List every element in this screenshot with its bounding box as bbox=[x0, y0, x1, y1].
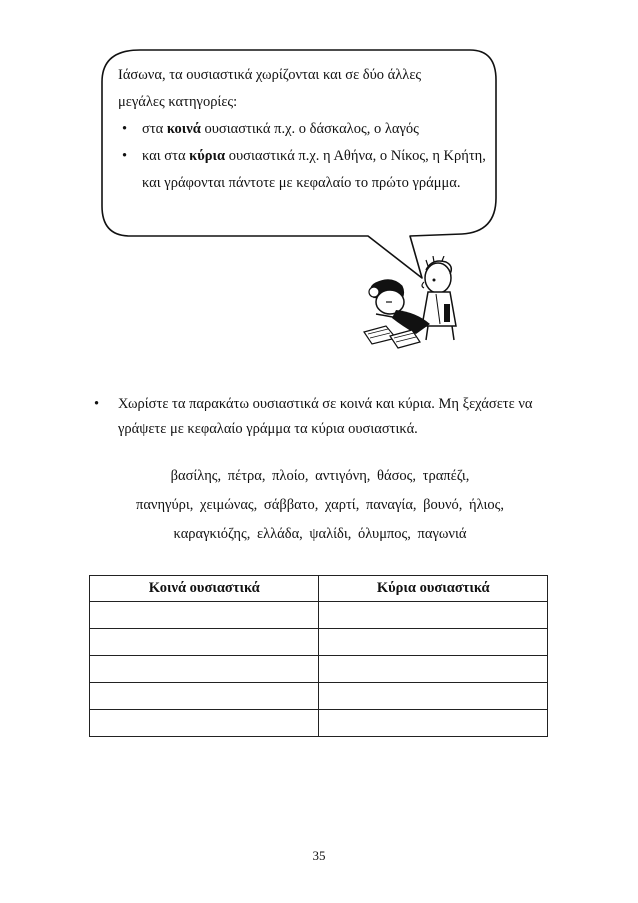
cartoon-children-reading-icon bbox=[356, 256, 478, 356]
proper-noun-cell[interactable] bbox=[319, 602, 548, 629]
word-list-line: βασίλης, πέτρα, πλοίο, αντιγόνη, θάσος, τραπέζι, bbox=[170, 468, 470, 484]
common-noun-cell[interactable] bbox=[90, 629, 319, 656]
speech-bubble-text bbox=[118, 62, 498, 197]
common-nouns-header: Κοινά ουσιαστικά bbox=[90, 576, 319, 602]
exercise-instruction bbox=[94, 392, 564, 442]
page-number: 35 bbox=[312, 848, 326, 863]
proper-nouns-header: Κύρια ουσιαστικά bbox=[319, 576, 548, 602]
table-row bbox=[90, 629, 548, 656]
common-noun-cell[interactable] bbox=[90, 656, 319, 683]
word-list-line: πανηγύρι, χειμώνας, σάββατο, χαρτί, παναγία, βουνό, ήλιος, bbox=[136, 497, 504, 513]
table-row bbox=[90, 683, 548, 710]
table-row bbox=[90, 656, 548, 683]
bubble-intro-line1: Ιάσωνα, τα ουσιαστικά χωρίζονται και σε δύο άλλες bbox=[118, 67, 422, 83]
table-row bbox=[90, 710, 548, 737]
bubble-item-common bbox=[118, 116, 498, 143]
proper-noun-cell[interactable] bbox=[319, 629, 548, 656]
proper-noun-cell[interactable] bbox=[319, 656, 548, 683]
bubble-item-proper bbox=[118, 143, 498, 197]
bullet-icon: • bbox=[122, 121, 128, 137]
bubble-item-suffix: ουσιαστικά π.χ. η Αθήνα, ο Νίκος, η Κρήτη, και γράφονται πάντοτε με κεφαλαίο το πρώτο γράμμα. bbox=[142, 148, 486, 191]
answer-table bbox=[89, 575, 548, 737]
bubble-item-bold: κοινά bbox=[166, 121, 201, 137]
bubble-item-suffix: ουσιαστικά π.χ. ο δάσκαλος, ο λαγός bbox=[200, 121, 419, 137]
bubble-item-prefix: και στα bbox=[142, 148, 190, 164]
bullet-icon: • bbox=[122, 148, 128, 164]
proper-noun-cell[interactable] bbox=[319, 683, 548, 710]
bubble-item-bold: κύρια bbox=[189, 148, 226, 164]
bullet-icon: • bbox=[94, 396, 100, 412]
proper-noun-cell[interactable] bbox=[319, 710, 548, 737]
common-noun-cell[interactable] bbox=[90, 683, 319, 710]
bubble-list bbox=[118, 116, 498, 197]
table-row bbox=[90, 602, 548, 629]
word-list bbox=[90, 462, 550, 549]
common-noun-cell[interactable] bbox=[90, 710, 319, 737]
common-noun-cell[interactable] bbox=[90, 602, 319, 629]
bubble-item-prefix: στα bbox=[142, 121, 167, 137]
word-list-line: καραγκιόζης, ελλάδα, ψαλίδι, όλυμπος, παγωνιά bbox=[173, 526, 467, 542]
bubble-intro-line2: μεγάλες κατηγορίες: bbox=[118, 94, 238, 110]
instruction-text: Χωρίστε τα παρακάτω ουσιαστικά σε κοινά και κύρια. Μη ξεχάσετε να γράψετε με κεφαλαίο γράμμα τα κύρια ουσιαστικά. bbox=[118, 396, 533, 437]
table-header-row bbox=[90, 576, 548, 602]
